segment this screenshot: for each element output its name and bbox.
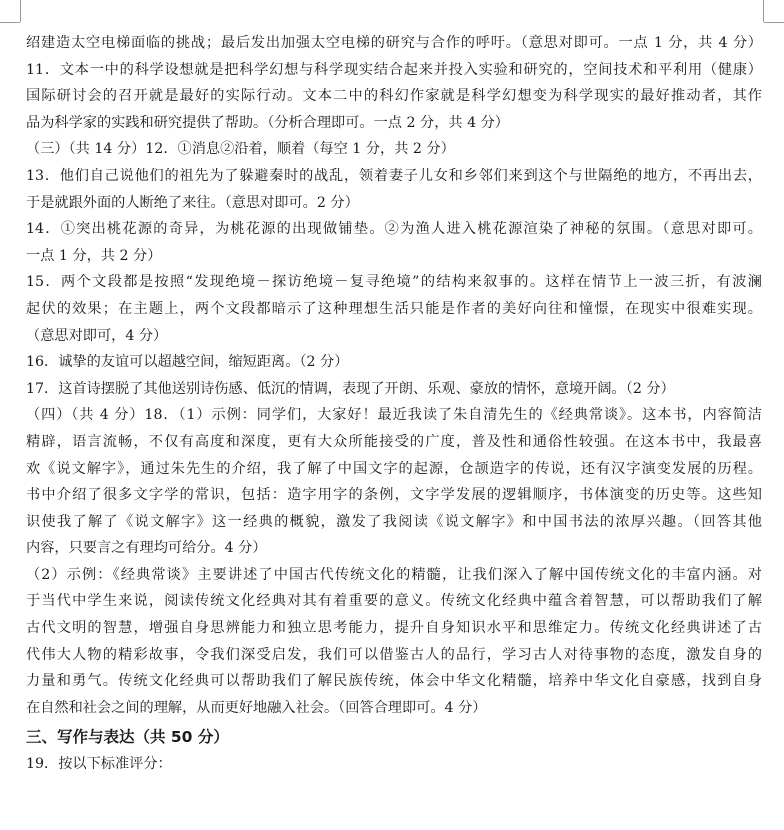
text-line: 书中介绍了很多文字学的常识，包括：造字用字的条例，文字学发展的逻辑顺序，书体演变的历史等。这些知 [26, 487, 762, 504]
text-line: 国际研讨会的召开就是最好的实际行动。文本二中的科幻作家就是科学幻想变为科学现实的最好推动者，其作 [26, 88, 762, 105]
text-line: 品为科学家的实践和研究提供了帮助。（分析合理即可。一点 2 分，共 4 分） [26, 114, 509, 131]
text-line: 17．这首诗摆脱了其他送别诗伤感、低沉的情调，表现了开朗、乐观、豪放的情怀，意境开阔。（2 分） [26, 380, 675, 397]
text-line: 古代文明的智慧，增强自身思辨能力和独立思考能力，提升自身知识水平和思维定力。传统文化经典讲述了古 [26, 620, 762, 637]
text-line: （三）（共 14 分）12．①消息②沿着，顺着（每空 1 分，共 2 分） [26, 141, 455, 158]
crop-mark-top-right-horizontal [764, 22, 784, 23]
text-line: 代伟大人物的精彩故事，令我们深受启发，我们可以借鉴古人的品行，学习古人对待事物的态度，激发自身的 [26, 646, 762, 663]
answer-text-body [26, 30, 762, 778]
text-line: 16．诚挚的友谊可以超越空间，缩短距离。（2 分） [26, 354, 349, 371]
text-line: 一点 1 分，共 2 分） [26, 247, 162, 264]
crop-mark-top-right-vertical [763, 0, 764, 22]
text-line: 欢《说文解字》，通过朱先生的介绍，我了解了中国文字的起源，仓颉造字的传说，还有汉字演变发展的历程。 [26, 460, 762, 477]
text-line: 内容，只要言之有理均可给分。4 分） [26, 540, 267, 557]
text-line: 力量和勇气。传统文化经典可以帮助我们了解民族传统，体会中华文化精髓，培养中华文化自豪感，找到自身 [26, 673, 762, 690]
section-heading-writing: 三、写作与表达（共 50 分） [26, 728, 229, 747]
text-line: （四）（共 4 分）18．（1）示例：同学们，大家好！最近我读了朱自清先生的《经典常谈》。这本书，内容简洁 [26, 407, 762, 424]
text-line: 起伏的效果；在主题上，两个文段都暗示了这种理想生活只能是作者的美好向往和憧憬，在现实中很难实现。 [26, 300, 762, 317]
crop-mark-top-left-vertical [20, 0, 21, 22]
text-line: 识使我了解了《说文解字》这一经典的概貌，激发了我阅读《说文解字》和中国书法的浓厚兴趣。（回答其他 [26, 513, 762, 530]
crop-mark-top-left-horizontal [0, 22, 20, 23]
text-line: 14．①突出桃花源的奇异，为桃花源的出现做铺垫。②为渔人进入桃花源渲染了神秘的氛围。（意思对即可。 [26, 221, 762, 238]
text-line: 绍建造太空电梯面临的挑战；最后发出加强太空电梯的研究与合作的呼吁。（意思对即可。一点 1 分，共 4 分） [26, 35, 762, 51]
text-line: 13．他们自己说他们的祖先为了躲避秦时的战乱，领着妻子儿女和乡邻们来到这个与世隔绝的地方，不再出去， [26, 167, 762, 184]
text-line: （意思对即可，4 分） [26, 327, 168, 344]
text-line: 15．两个文段都是按照“发现绝境－探访绝境－复寻绝境”的结构来叙事的。这样在情节上一波三折，有波澜 [26, 274, 762, 291]
text-line: 在自然和社会之间的理解，从而更好地融入社会。（回答合理即可。4 分） [26, 699, 487, 716]
text-line: （2）示例：《经典常谈》主要讲述了中国古代传统文化的精髓，让我们深入了解中国传统文化的丰富内涵。对 [26, 566, 762, 583]
text-line: 11．文本一中的科学设想就是把科学幻想与科学现实结合起来并投入实验和研究的，空间技术和平利用（健康） [26, 61, 762, 78]
text-line: 于是就跟外面的人断绝了来往。（意思对即可。2 分） [26, 194, 359, 211]
text-line-question-19: 19．按以下标准评分： [26, 756, 172, 773]
text-line: 于当代中学生来说，阅读传统文化经典对其有着重要的意义。传统文化经典中蕴含着智慧，可以帮助我们了解 [26, 593, 762, 610]
text-line: 精辟，语言流畅，不仅有高度和深度，更有大众所能接受的广度，普及性和通俗性较强。在这本书中，我最喜 [26, 433, 762, 450]
